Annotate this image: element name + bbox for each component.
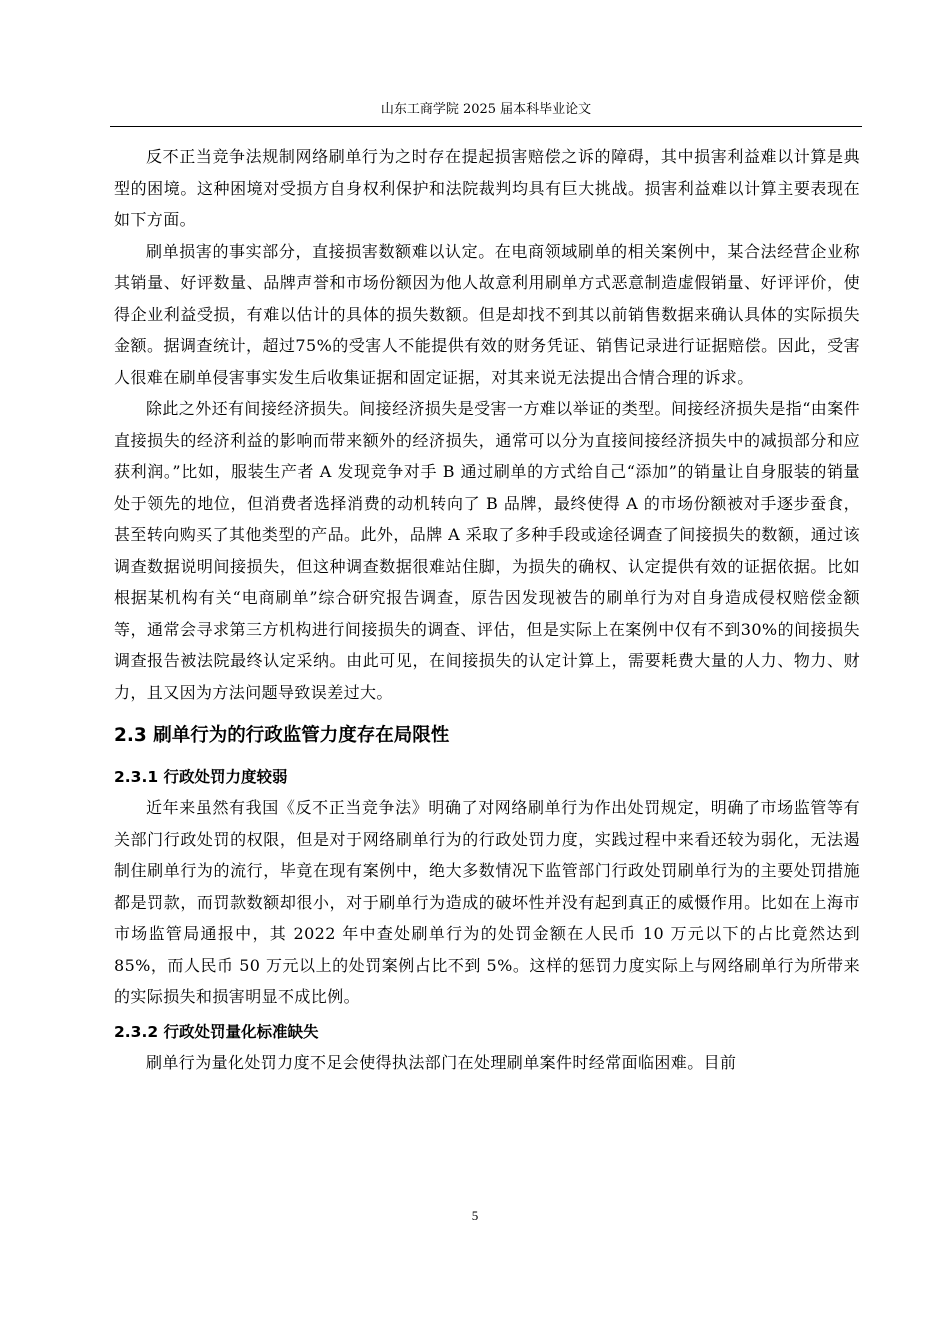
paragraph-direct-loss: 刷单损害的事实部分，直接损害数额难以认定。在电商领域刷单的相关案例中，某合法经营企业称其销量、好评数量、品牌声誉和市场份额因为他人故意利用刷单方式恶意制造虚假销量、好评评价，使得企业利益受损，有难以估计的具体的损失数额。但是却找不到其以前销售数据来确认具体的实际损失金额。据调查统计，超过75%的受害人不能提供有效的财务凭证、销售记录进行证据赔偿。因此，受害人很难在刷单侵害事实发生后收集证据和固定证据，对其来说无法提出合情合理的诉求。 bbox=[114, 241, 860, 387]
paragraph-damages-difficulty: 反不正当竞争法规制网络刷单行为之时存在提起损害赔偿之诉的障碍，其中损害利益难以计算是典型的困境。这种困境对受损方自身权利保护和法院裁判均具有巨大挑战。损害利益难以计算主要表现在如下方面。 bbox=[114, 147, 860, 229]
page-number: 5 bbox=[471, 1208, 479, 1223]
subsection-heading-2-3-1: 2.3.1 行政处罚力度较弱 bbox=[114, 768, 288, 786]
paragraph-weak-penalties: 近年来虽然有我国《反不正当竞争法》明确了对网络刷单行为作出处罚规定，明确了市场监管等有关部门行政处罚的权限，但是对于网络刷单行为的行政处罚力度，实践过程中来看还较为弱化，无法遏制住刷单行为的流行，毕竟在现有案例中，绝大多数情况下监管部门行政处罚刷单行为的主要处罚措施都是罚款，而罚款数额却很小，对于刷单行为造成的破坏性并没有起到真正的威慑作用。比如在上海市市场监管局通报中，其 2022 年中查处刷单行为的处罚金额在人民币 10 万元以下的占比竟然达到 85%，而人民币 50 万元以上的处罚案例占比不到 5%。这样的惩罚力度实际上与网络刷单行为所带来的实际损失和损害明显不成比例。 bbox=[114, 798, 860, 1006]
subsection-heading-2-3-2: 2.3.2 行政处罚量化标准缺失 bbox=[114, 1022, 319, 1041]
paragraph-quantification: 刷单行为量化处罚力度不足会使得执法部门在处理刷单案件时经常面临困难。目前 bbox=[146, 1052, 737, 1072]
paragraph-indirect-loss: 除此之外还有间接经济损失。间接经济损失是受害一方难以举证的类型。间接经济损失是指“由案件直接损失的经济利益的影响而带来额外的经济损失，通常可以分为直接间接经济损失中的减损部分和应获利润。”比如，服装生产者 A 发现竞争对手 B 通过刷单的方式给自己“添加”的销量让自身服装的销量处于领先的地位，但消费者选择消费的动机转向了 B 品牌，最终使得 A 的市场份额被对手逐步蚕食，甚至转向购买了其他类型的产品。此外，品牌 A 采取了多种手段或途径调查了间接损失的数额，通过该调查数据说明间接损失，但这种调查数据很难站住脚，为损失的确权、认定提供有效的证据依据。比如根据某机构有关“电商刷单”综合研究报告调查，原告因发现被告的刷单行为对自身造成侵权赔偿金额等，通常会寻求第三方机构进行间接损失的调查、评估，但是实际上在案例中仅有不到30%的间接损失调查报告被法院最终认定采纳。由此可见，在间接损失的认定计算上，需要耗费大量的人力、物力、财力，且又因为方法问题导致误差过大。 bbox=[114, 399, 860, 702]
section-heading-2-3: 2.3 刷单行为的行政监管力度存在局限性 bbox=[114, 725, 450, 746]
running-header: 山东工商学院 2025 届本科毕业论文 bbox=[380, 102, 592, 117]
header-rule bbox=[110, 126, 862, 127]
body-content bbox=[114, 141, 860, 1078]
